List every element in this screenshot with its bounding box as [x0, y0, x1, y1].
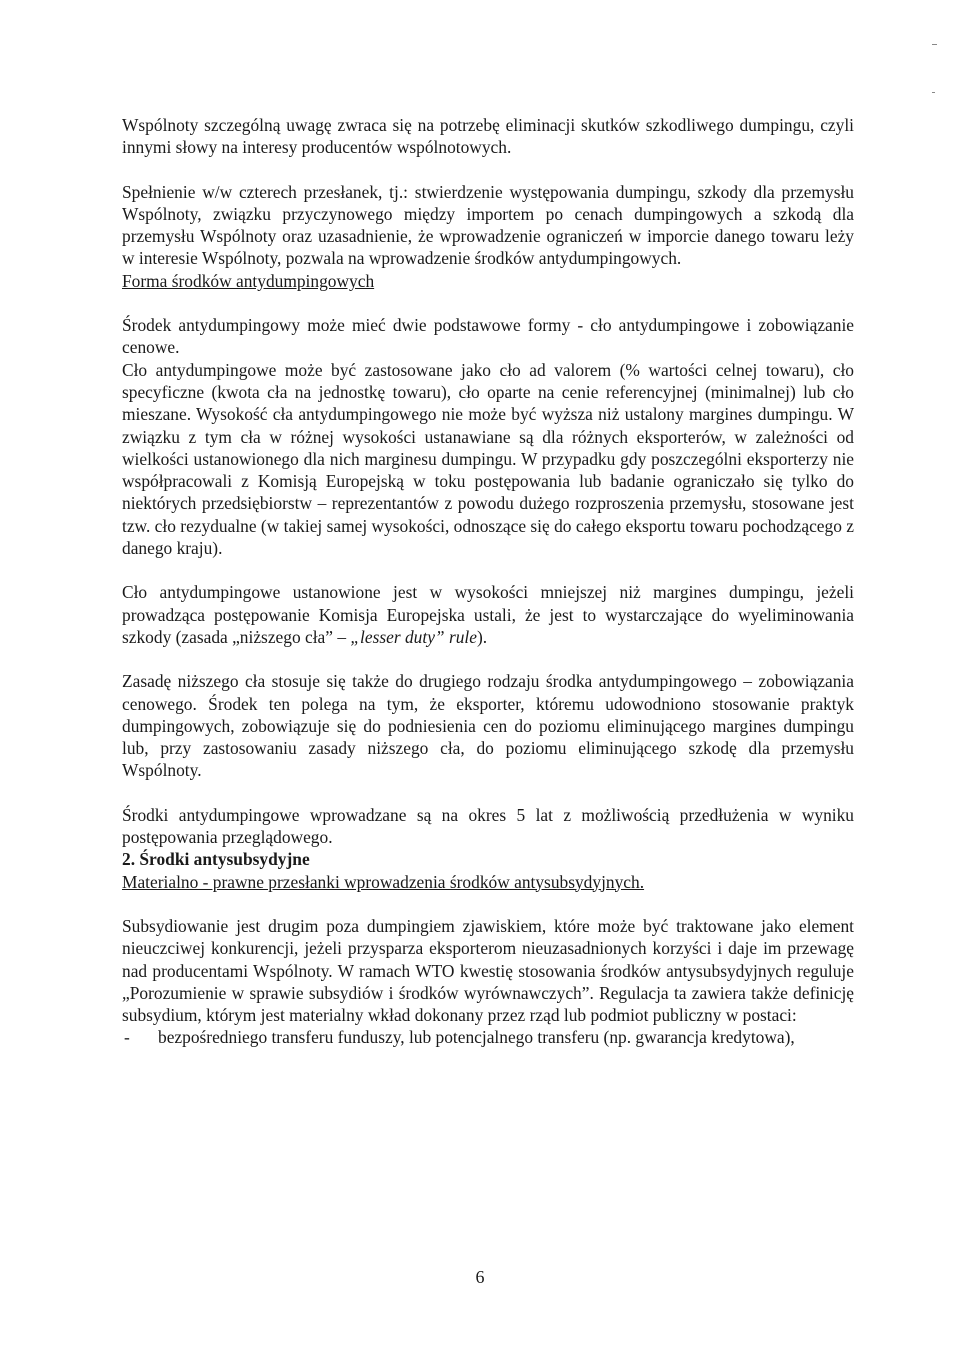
scan-mark — [932, 44, 937, 45]
paragraph — [122, 581, 854, 648]
page-number: 6 — [475, 1267, 485, 1287]
section-heading: 2. Środki antysubsydyjne — [122, 849, 310, 870]
dash-list — [122, 1026, 854, 1048]
paragraph: Subsydiowanie jest drugim poza dumpingiem zjawiskiem, które może być traktowane jako element nieuczciwej konkurencji, jeżeli przysparza eksporterom nieuzasadnionych korzyści i daje im przewagę nad producentami Wspólnoty. W ramach WTO kwestię stosowania środków antysubsydyjnych reguluje „Porozumienie w sprawie subsydiów i środków wyrównawczych”. Regulacja ta zawiera także definicję subsydium, którym jest materialny wkład dokonany przez rząd lub podmiot publiczny w postaci: — [122, 915, 854, 1026]
paragraph: Środek antydumpingowy może mieć dwie podstawowe formy - cło antydumpingowe i zobowiązanie cenowe. — [122, 315, 854, 358]
paragraph-text-end: ). — [476, 626, 488, 647]
paragraph-text: Cło antydumpingowe ustanowione jest w wysokości mniejszej niż margines dumpingu, jeżeli prowadząca postępowanie Komisja Europejska ustali, że jest to wystarczające do wyeliminowania szkody (zasada „niższego cła” – — [122, 582, 854, 647]
paragraph: Wspólnoty szczególną uwagę zwraca się na potrzebę eliminacji skutków szkodliwego dumpingu, czyli innymi słowy na interesy producentów wspólnotowych. — [122, 115, 854, 158]
subheading-forma: Forma środków antydumpingowych — [122, 270, 375, 291]
lesser-duty-rule: „lesser duty” rule — [350, 626, 477, 647]
paragraph: Zasadę niższego cła stosuje się także do drugiego rodzaju środka antydumpingowego – zobowiązania cenowego. Środek ten polega na tym, że eksporter, któremu udowodniono stosowanie praktyk dumpingowych, zobowiązuje się do podniesienia cen do poziomu eliminującego margines dumpingu lub, przy zastosowaniu zasady niższego cła, do poziomu eliminującego szkodę dla przemysłu Wspólnoty. — [122, 671, 854, 781]
list-item: - bezpośredniego transferu funduszy, lub potencjalnego transferu (np. gwarancja kredytowa), — [122, 1026, 854, 1048]
scan-mark — [932, 92, 935, 93]
paragraph: Środki antydumpingowe wprowadzane są na okres 5 lat z możliwością przedłużenia w wyniku postępowania przeglądowego. — [122, 804, 854, 848]
paragraph: Cło antydumpingowe może być zastosowane jako cło ad valorem (% wartości celnej towaru), cło specyficzne (kwota cła na jednostkę towaru), cło oparte na cenie referencyjnej (minimalnej) lub cło mieszane. Wysokość cła antydumpingowego nie może być wyższa niż ustalony margines dumpingu. W związku z tym cła w różnej wysokości ustanawiane są dla różnych eksporterów, w zależności od wielkości ustanowionego dla nich marginesu dumpingu. W przypadku gdy poszczególni eksporterzy nie współpracowali z Komisją Europejską w toku postępowania lub badanie ograniczało się tylko do niektórych przedsiębiorstw – reprezentantów z powodu dużego rozproszenia przemysłu, stosowane jest tzw. cło rezydualne (w takiej samej wysokości, odnoszące się do całego eksportu towaru pochodzącego z danego kraju). — [122, 359, 854, 559]
page-content — [122, 114, 854, 1049]
subheading-materialno: Materialno - prawne przesłanki wprowadzenia środków antysubsydyjnych. — [122, 871, 645, 892]
paragraph: Spełnienie w/w czterech przesłanek, tj.: stwierdzenie występowania dumpingu, szkody dla przemysłu Wspólnoty, związku przyczynowego między importem po cenach dumpingowych a szkodą dla przemysłu Wspólnoty oraz uzasadnienie, że wprowadzenie ograniczeń w imporcie danego towaru leży w interesie Wspólnoty, pozwala na wprowadzenie środków antydumpingowych. — [122, 181, 854, 269]
